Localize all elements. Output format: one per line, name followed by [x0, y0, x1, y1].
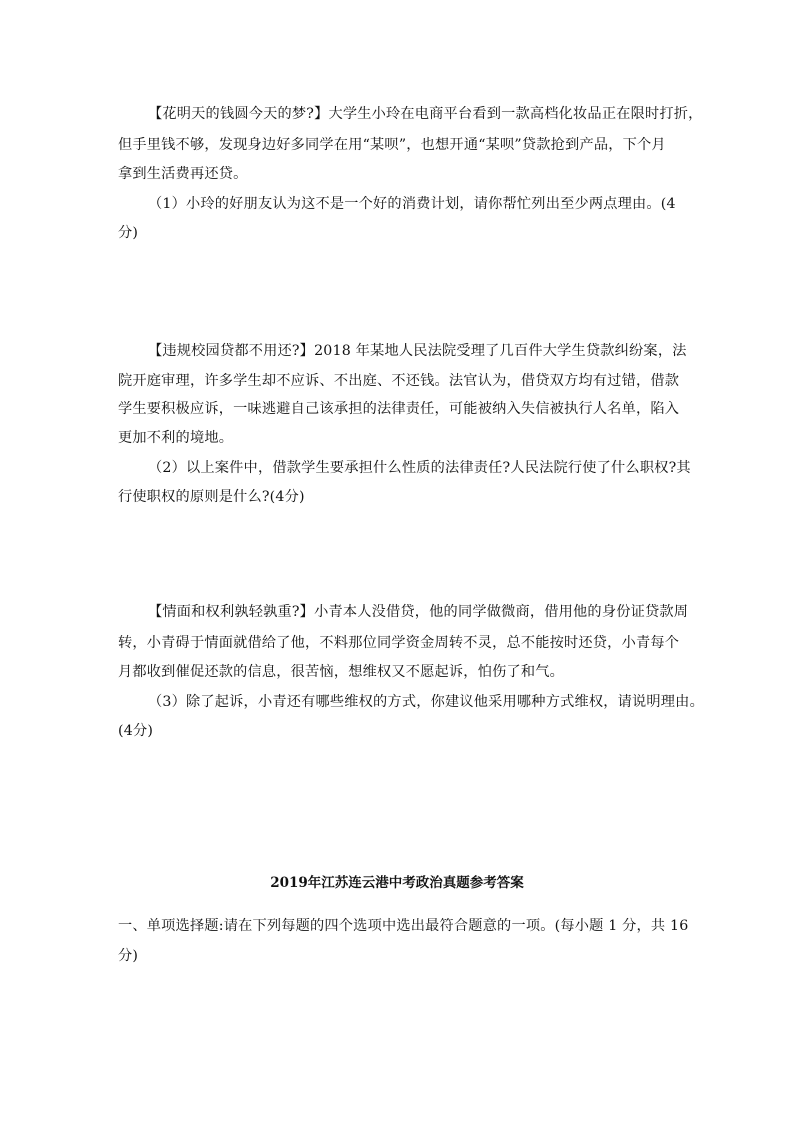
question2-line2: 行使职权的原则是什么?(4分) [118, 489, 305, 505]
section1-line3: 拿到生活费再还贷。 [118, 166, 248, 182]
section3-line2: 转，小青碍于情面就借给了他，不料那位同学资金周转不灵，总不能按时还贷，小青每个 [118, 635, 680, 651]
section1-line2: 但手里钱不够，发现身边好多同学在用“某呗”，也想开通“某呗”贷款抢到产品，下个月 [118, 137, 666, 153]
question2-line1: （2）以上案件中，借款学生要承担什么性质的法律责任?人民法院行使了什么职权?其 [148, 460, 691, 476]
section2-line4: 更加不利的境地。 [118, 430, 234, 446]
section3-line3: 月都收到催促还款的信息，很苦恼，想维权又不愿起诉，怕伤了和气。 [118, 664, 565, 680]
section1-line1: 【花明天的钱圆今天的梦?】大学生小玲在电商平台看到一款高档化妆品正在限时打折， [148, 106, 703, 122]
section2-line1: 【违规校园贷都不用还?】2018 年某地人民法院受理了几百件大学生贷款纠纷案，法 [148, 343, 687, 359]
answers-part1-line2: 分) [118, 948, 139, 964]
section2-line3: 学生要积极应诉，一味逃避自己该承担的法律责任，可能被纳入失信被执行人名单，陷入 [118, 401, 680, 417]
question3-line1: （3）除了起诉，小青还有哪些维权的方式，你建议他采用哪种方式维权，请说明理由。 [148, 694, 704, 710]
question1-line1: （1）小玲的好朋友认为这不是一个好的消费计划，请你帮忙列出至少两点理由。(4 [148, 196, 676, 212]
section3-line1: 【情面和权利孰轻孰重?】小青本人没借贷，他的同学做微商，借用他的身份证贷款周 [148, 604, 689, 620]
section2-line2: 院开庭审理，许多学生却不应诉、不出庭、不还钱。法官认为，借贷双方均有过错，借款 [118, 373, 680, 389]
question1-line2: 分) [118, 225, 139, 241]
answers-part1-line1: 一、单项选择题:请在下列每题的四个选项中选出最符合题意的一项。(每小题 1 分，共 16 [118, 918, 689, 934]
answers-title: 2019年江苏连云港中考政治真题参考答案 [270, 875, 524, 891]
question3-line2: (4分) [118, 723, 154, 739]
